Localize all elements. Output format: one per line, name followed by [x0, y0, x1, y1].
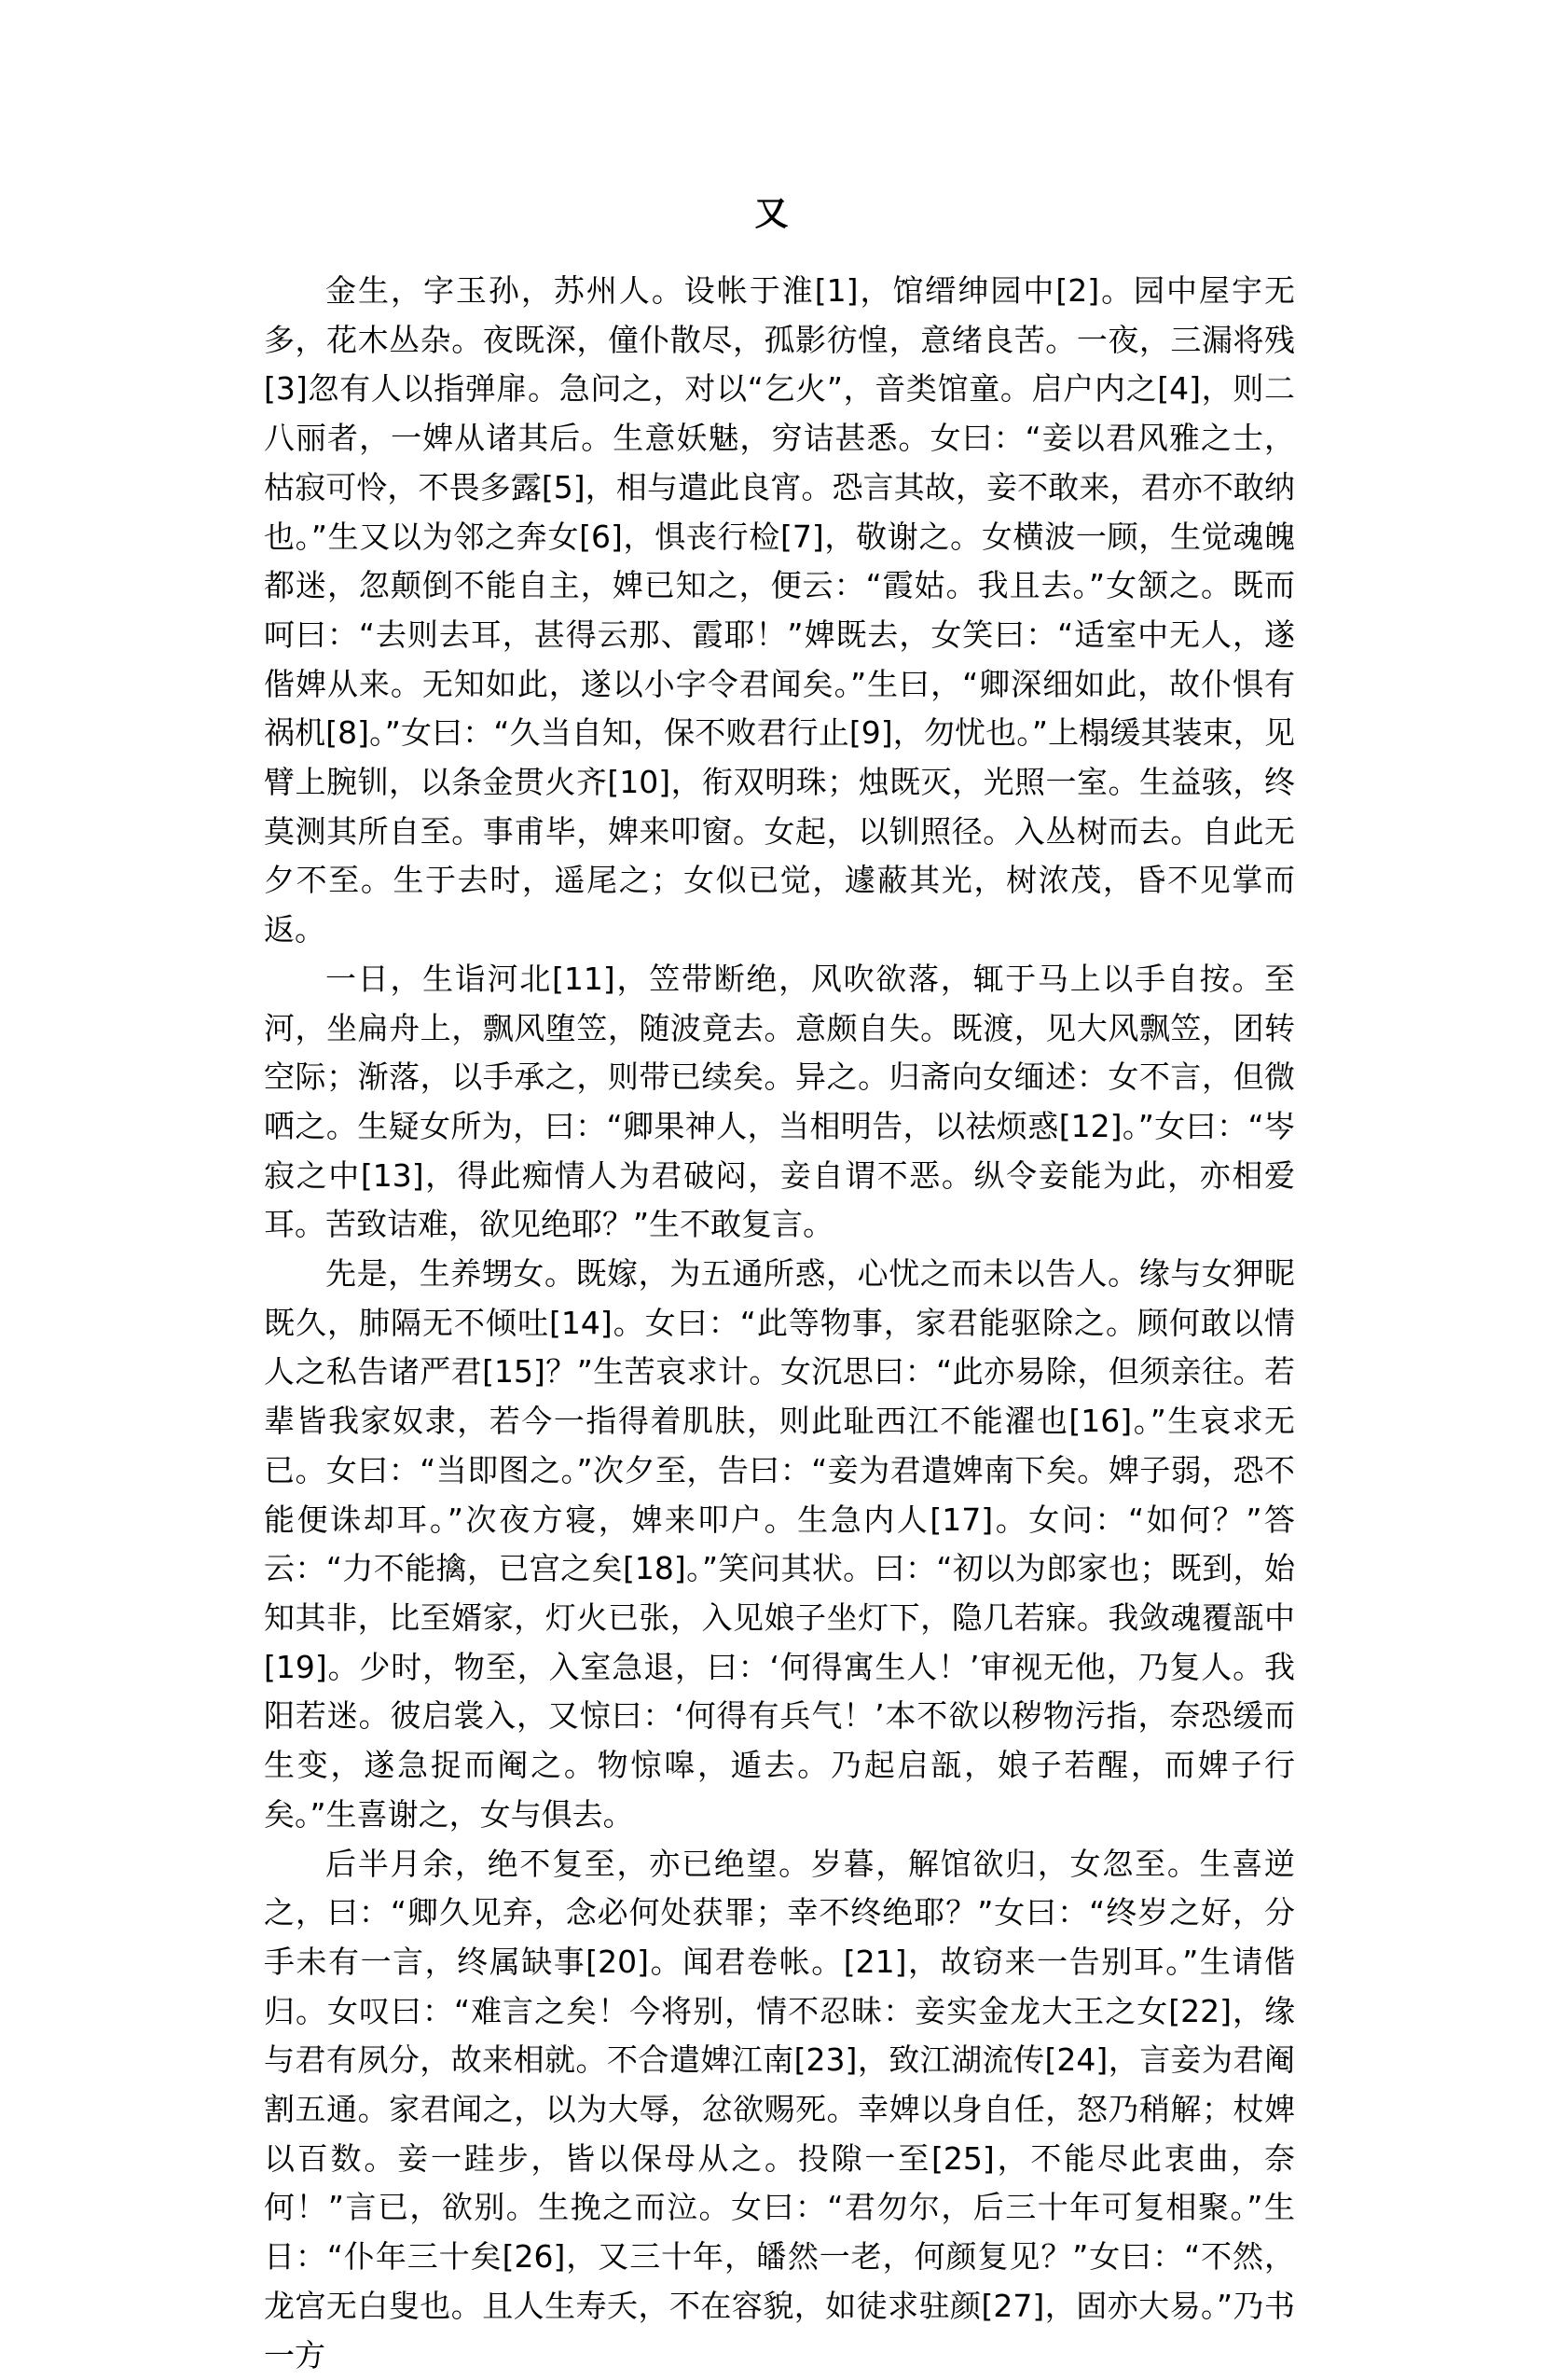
paragraph: 先是，生养甥女。既嫁，为五通所惑，心忧之而未以告人。缘与女狎昵既久，肺隔无不倾吐[14]。女曰：“此等物事，家君能驱除之。顾何敢以情人之私告诸严君[15]？”生苦哀求计。女沉思曰：“此亦易除，但须亲往。若辈皆我家奴隶，若今一指得着肌肤，则此耻西江不能濯也[16]。”生哀求无已。女曰：“当即图之。”次夕至，告曰：“妾为君遣婢南下矣。婢子弱，恐不能便诛却耳。”次夜方寝，婢来叩户。生急内人[17]。女问：“如何？”答云：“力不能擒，已宫之矣[18]。”笑问其状。曰：“初以为郎家也；既到，始知其非，比至婿家，灯火已张，入见娘子坐灯下，隐几若寐。我敛魂覆瓿中[19]。少时，物至，入室急退，曰：‘何得寓生人！’审视无他，乃复人。我阳若迷。彼启裳入，又惊曰：‘何得有兵气！’本不欲以秽物污指，奈恐缓而生变，遂急捉而阉之。物惊嗥，遁去。乃起启瓿，娘子若醒，而婢子行矣。”生喜谢之，女与俱去。	[264, 1250, 1295, 1839]
page-title: 又	[0, 187, 1543, 242]
paragraph: 一日，生诣河北[11]，笠带断绝，风吹欲落，辄于马上以手自按。至河，坐扁舟上，飘风堕笠，随波竟去。意颇自失。既渡，见大风飘笠，团转空际；渐落，以手承之，则带已续矣。异之。归斋向女缅述：女不言，但微哂之。生疑女所为，曰：“卿果神人，当相明告，以祛烦惑[12]。”女曰：“岑寂之中[13]，得此痴情人为君破闷，妾自谓不恶。纵令妾能为此，亦相爱耳。苦致诘难，欲见绝耶？”生不敢复言。	[264, 955, 1295, 1250]
document-body	[264, 267, 1295, 2380]
paragraph: 金生，字玉孙，苏州人。设帐于淮[1]，馆缙绅园中[2]。园中屋宇无多，花木丛杂。夜既深，僮仆散尽，孤影彷惶，意绪良苦。一夜，三漏将残[3]忽有人以指弹扉。急问之，对以“乞火”，音类馆童。启户内之[4]，则二八丽者，一婢从诸其后。生意妖魅，穷诘甚悉。女曰：“妾以君风雅之士，枯寂可怜，不畏多露[5]，相与遣此良宵。恐言其故，妾不敢来，君亦不敢纳也。”生又以为邻之奔女[6]，惧丧行检[7]，敬谢之。女横波一顾，生觉魂魄都迷，忽颠倒不能自主，婢已知之，便云：“霞姑。我且去。”女颔之。既而呵曰：“去则去耳，甚得云那、霞耶！”婢既去，女笑曰：“适室中无人，遂偕婢从来。无知如此，遂以小字令君闻矣。”生曰，“卿深细如此，故仆惧有祸机[8]。”女曰：“久当自知，保不败君行止[9]，勿忧也。”上榻缓其装束，见臂上腕钏，以条金贯火齐[10]，衔双明珠；烛既灭，光照一室。生益骇，终莫测其所自至。事甫毕，婢来叩窗。女起，以钏照径。入丛树而去。自此无夕不至。生于去时，遥尾之；女似已觉，遽蔽其光，树浓茂，昏不见掌而返。	[264, 267, 1295, 955]
paragraph: 后半月余，绝不复至，亦已绝望。岁暮，解馆欲归，女忽至。生喜逆之，曰：“卿久见弃，念必何处获罪；幸不终绝耶？”女曰：“终岁之好，分手未有一言，终属缺事[20]。闻君卷帐。[21]，故窃来一告别耳。”生请偕归。女叹曰：“难言之矣！今将别，情不忍昧：妾实金龙大王之女[22]，缘与君有夙分，故来相就。不合遣婢江南[23]，致江湖流传[24]，言妾为君阉割五通。家君闻之，以为大辱，忿欲赐死。幸婢以身自任，怒乃稍解；杖婢以百数。妾一跬步，皆以保母从之。投隙一至[25]，不能尽此衷曲，奈何！”言已，欲别。生挽之而泣。女曰：“君勿尔，后三十年可复相聚。”生日：“仆年三十矣[26]，又三十年，皤然一老，何颜复见？”女曰：“不然，龙宫无白叟也。且人生寿夭，不在容貌，如徒求驻颜[27]，固亦大易。”乃书一方	[264, 1840, 1295, 2380]
